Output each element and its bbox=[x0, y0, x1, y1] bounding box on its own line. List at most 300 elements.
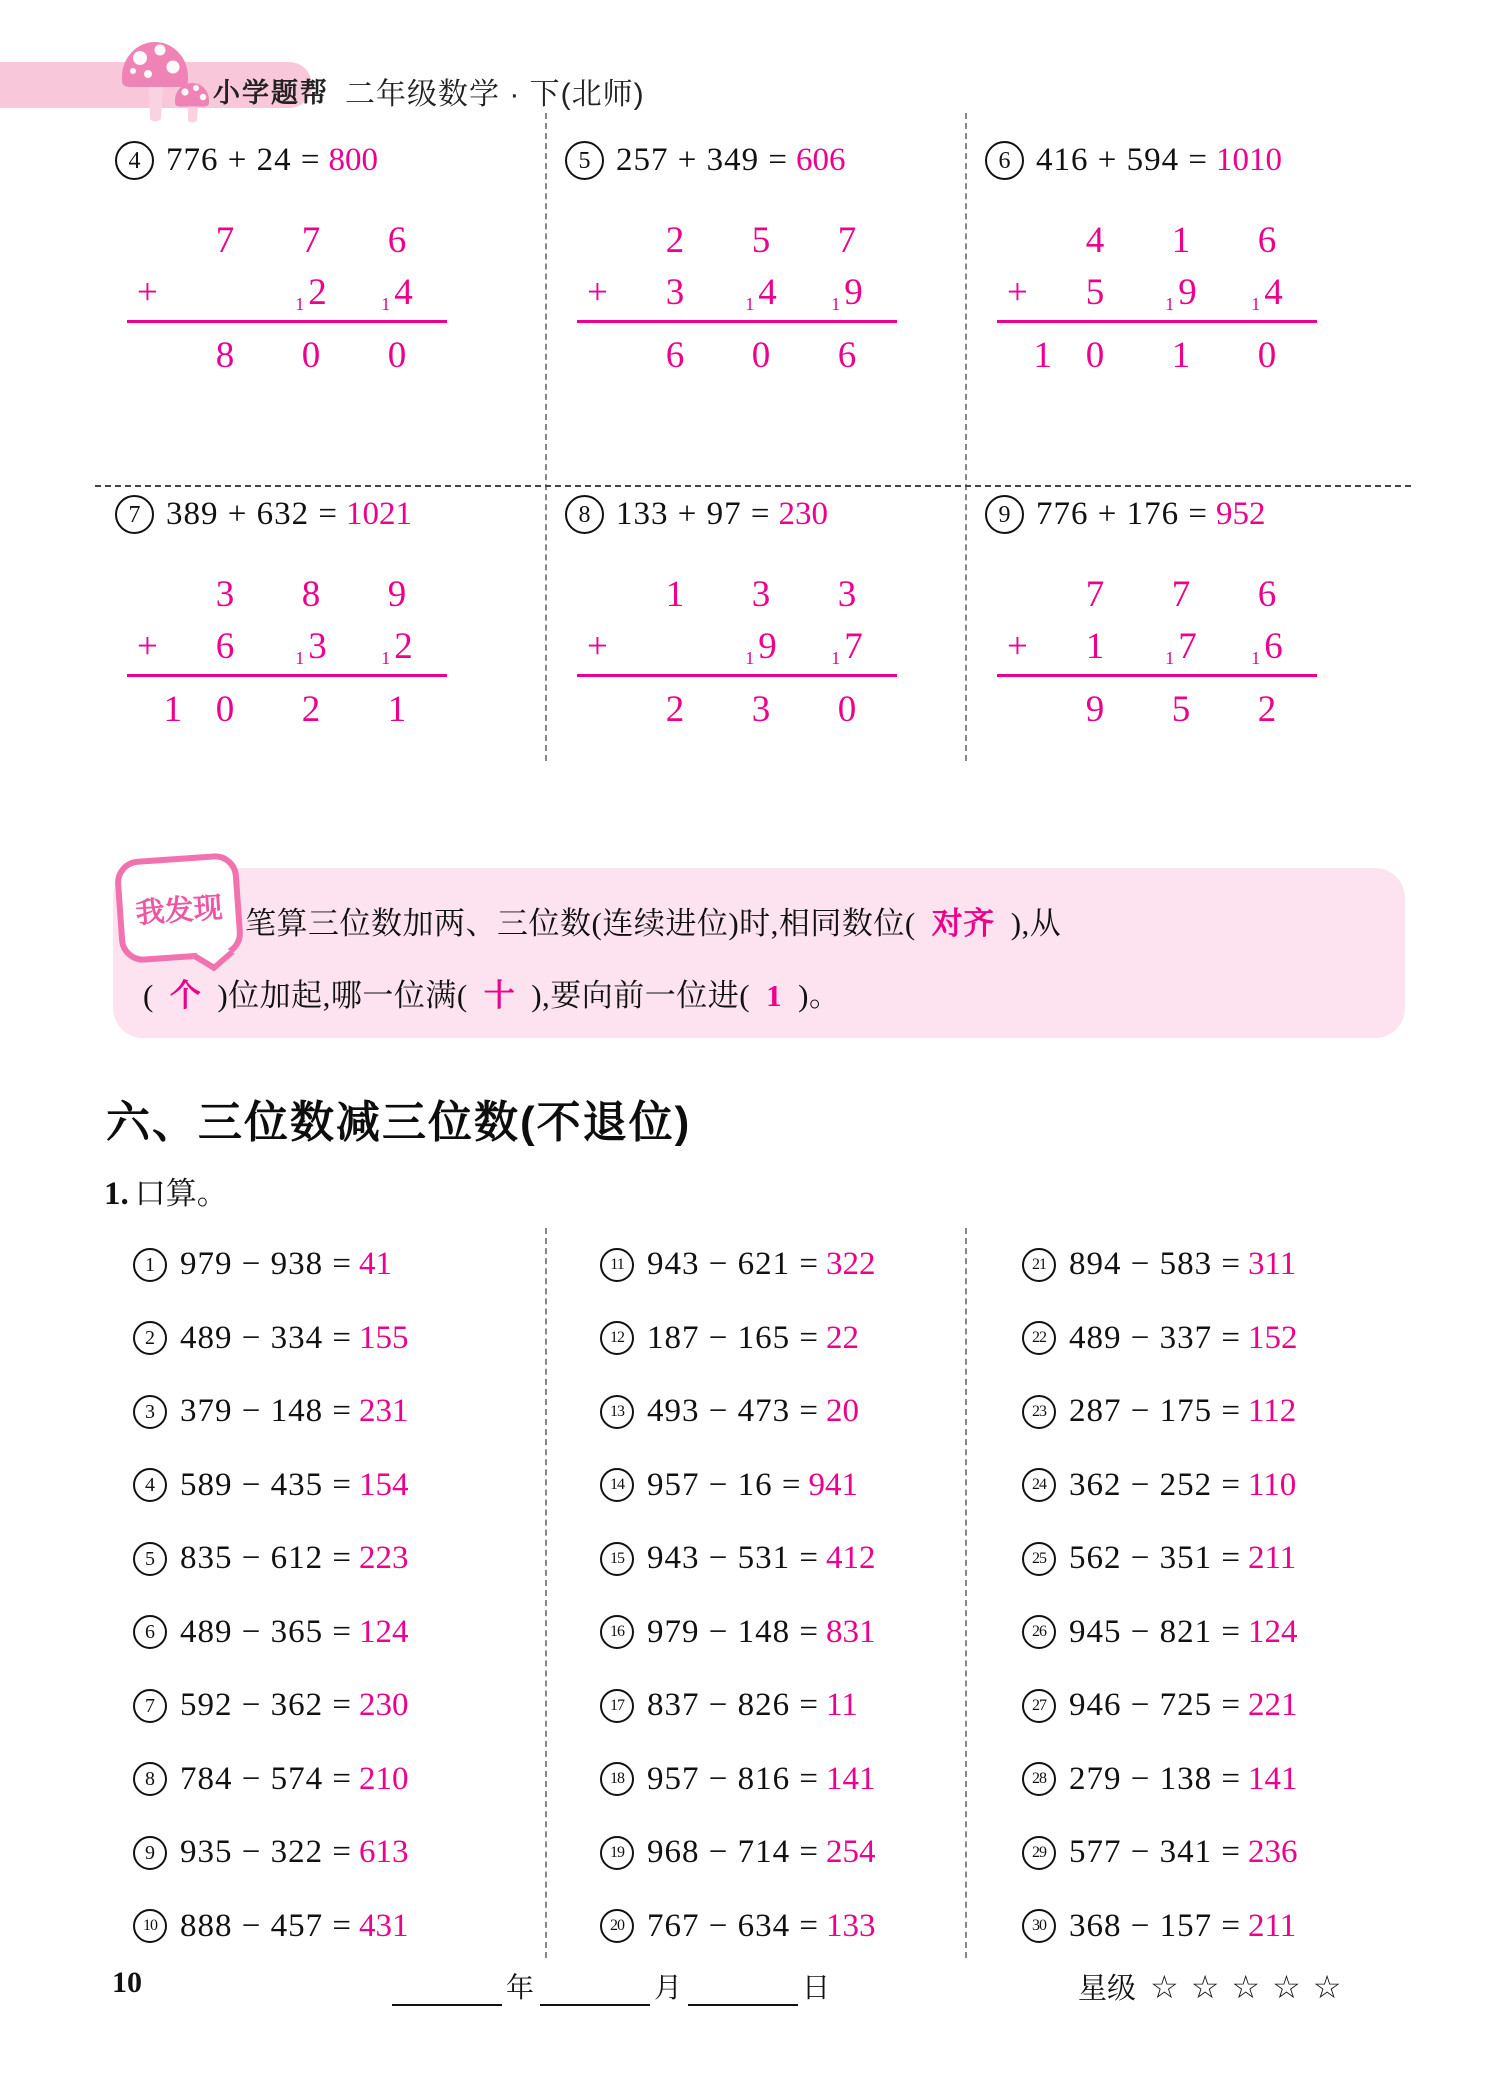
vertical-addition-problem bbox=[115, 495, 553, 865]
addend2-cell bbox=[632, 273, 718, 314]
addition-answer: 1010 bbox=[1215, 142, 1282, 178]
carry-digit: 1 bbox=[381, 294, 391, 315]
page-number: 10 bbox=[112, 1966, 142, 1999]
addend2-cell bbox=[182, 627, 268, 668]
addend2-cell bbox=[718, 273, 804, 314]
addend2-digit: 5 bbox=[1085, 272, 1105, 314]
plus-sign: + bbox=[1007, 272, 1028, 314]
addition-expression: 389 + 632 = bbox=[166, 496, 338, 532]
result-digit: 1 bbox=[1171, 335, 1191, 377]
addend1-row bbox=[997, 564, 1327, 616]
addend2-cell bbox=[268, 627, 354, 668]
fill-in-answer: 十 bbox=[483, 978, 516, 1013]
date-char-year: 年 bbox=[506, 1972, 535, 2003]
addend1-row bbox=[577, 210, 907, 262]
mushroom-logo-icon bbox=[116, 36, 220, 124]
oral-problem bbox=[1022, 1596, 1468, 1670]
addend1-row bbox=[127, 564, 457, 616]
problem-expression: 943 − 531 = bbox=[647, 1540, 819, 1577]
oral-problem bbox=[133, 1522, 583, 1596]
result-digit: 3 bbox=[751, 689, 771, 731]
addition-expression: 776 + 176 = bbox=[1036, 496, 1208, 532]
addend2-cell bbox=[1224, 273, 1310, 314]
circled-number: 5 bbox=[565, 141, 604, 180]
carry-digit: 1 bbox=[1251, 294, 1261, 315]
oral-problem bbox=[1022, 1816, 1468, 1890]
problem-expression: 837 − 826 = bbox=[647, 1687, 819, 1724]
star-icons[interactable]: ☆☆☆☆☆ bbox=[1150, 1968, 1354, 2005]
book-title: 二年级数学 · 下(北师) bbox=[345, 78, 645, 111]
addend2-cell bbox=[804, 273, 890, 314]
circled-number: 9 bbox=[985, 495, 1024, 534]
problem-answer: 152 bbox=[1247, 1319, 1298, 1356]
oral-problem bbox=[600, 1596, 1020, 1670]
addend2-cell bbox=[354, 273, 440, 314]
addend1-digit: 1 bbox=[1171, 220, 1191, 262]
addend2-row bbox=[997, 616, 1327, 668]
problem-expression: 379 − 148 = bbox=[180, 1393, 352, 1430]
result-digit: 8 bbox=[215, 335, 235, 377]
addend1-digit: 4 bbox=[1085, 220, 1105, 262]
problem-answer: 221 bbox=[1247, 1687, 1298, 1724]
oral-problem bbox=[1022, 1228, 1468, 1302]
addend2-cell bbox=[1052, 273, 1138, 314]
oral-problem bbox=[133, 1816, 583, 1890]
carry-digit: 1 bbox=[295, 648, 305, 669]
vertical-addition-problem bbox=[985, 141, 1423, 511]
circled-number: 21 bbox=[1022, 1248, 1056, 1282]
section-title: 六、三位数减三位数(不退位) bbox=[106, 1098, 692, 1147]
oral-column-2 bbox=[545, 1228, 1020, 1963]
oral-problem bbox=[133, 1449, 583, 1523]
oral-problem bbox=[1022, 1890, 1468, 1964]
fill-in-answer: 1 bbox=[766, 978, 783, 1013]
problem-answer: 112 bbox=[1247, 1393, 1297, 1430]
problem-expression: 767 − 634 = bbox=[647, 1907, 819, 1944]
circled-number: 14 bbox=[600, 1468, 634, 1502]
problem-answer: 210 bbox=[358, 1760, 409, 1797]
discover-text: )位加起,哪一位满( bbox=[217, 978, 468, 1013]
problem-expression: 592 − 362 = bbox=[180, 1687, 352, 1724]
oral-problem bbox=[133, 1669, 583, 1743]
addend1-digit: 7 bbox=[301, 220, 321, 262]
addend2-cell bbox=[804, 627, 890, 668]
oral-problem bbox=[600, 1228, 1020, 1302]
result-row bbox=[997, 325, 1327, 377]
addend2-digit: 4 bbox=[758, 272, 777, 314]
problem-answer: 141 bbox=[825, 1760, 876, 1797]
addend2-cell bbox=[1138, 273, 1224, 314]
circled-number: 27 bbox=[1022, 1689, 1056, 1723]
problem-expression: 979 − 148 = bbox=[647, 1613, 819, 1650]
circled-number: 7 bbox=[115, 495, 154, 534]
addend2-digit: 2 bbox=[394, 626, 413, 668]
addend2-digit: 7 bbox=[844, 626, 863, 668]
problem-answer: 141 bbox=[1247, 1760, 1298, 1797]
date-blank-day[interactable] bbox=[688, 1974, 798, 2006]
result-digit: 0 bbox=[387, 335, 407, 377]
problem-answer: 254 bbox=[825, 1834, 876, 1871]
vertical-addition-problem bbox=[985, 495, 1423, 865]
addend2-digit: 3 bbox=[665, 272, 685, 314]
problem-answer: 412 bbox=[825, 1540, 876, 1577]
circled-number: 6 bbox=[133, 1615, 167, 1649]
date-blank-year[interactable] bbox=[392, 1974, 502, 2006]
carry-digit: 1 bbox=[831, 648, 841, 669]
oral-problem bbox=[133, 1596, 583, 1670]
result-row bbox=[577, 325, 907, 377]
circled-number: 8 bbox=[565, 495, 604, 534]
problem-answer: 20 bbox=[825, 1393, 859, 1430]
column-work bbox=[127, 564, 457, 731]
problem-expression: 489 − 337 = bbox=[1069, 1319, 1241, 1356]
subsection-label: 口算。 bbox=[134, 1176, 228, 1211]
problem-answer: 155 bbox=[358, 1319, 409, 1356]
vertical-addition-problem bbox=[565, 141, 1003, 511]
problem-expression: 979 − 938 = bbox=[180, 1246, 352, 1283]
addend2-cell bbox=[1138, 627, 1224, 668]
oral-problem bbox=[1022, 1375, 1468, 1449]
circled-number: 15 bbox=[600, 1542, 634, 1576]
date-blank-month[interactable] bbox=[540, 1974, 650, 2006]
addend2-row bbox=[997, 262, 1327, 314]
sum-rule bbox=[127, 320, 447, 323]
problem-expression: 489 − 334 = bbox=[180, 1319, 352, 1356]
addition-equation bbox=[565, 141, 1003, 180]
problem-expression: 287 − 175 = bbox=[1069, 1393, 1241, 1430]
plus-sign: + bbox=[137, 272, 158, 314]
circled-number: 18 bbox=[600, 1762, 634, 1796]
addend1-digit: 7 bbox=[1085, 574, 1105, 616]
discover-line-2 bbox=[143, 970, 840, 1015]
addend1-row bbox=[997, 210, 1327, 262]
star-rating-label: 星级 bbox=[1078, 1973, 1137, 2005]
circled-number: 8 bbox=[133, 1762, 167, 1796]
vertical-addition-grid bbox=[95, 113, 1411, 769]
problem-expression: 943 − 621 = bbox=[647, 1246, 819, 1283]
discover-bubble bbox=[114, 852, 245, 964]
addend1-row bbox=[127, 210, 457, 262]
oral-problem bbox=[600, 1302, 1020, 1376]
circled-number: 3 bbox=[133, 1395, 167, 1429]
result-row bbox=[127, 325, 457, 377]
problem-answer: 41 bbox=[358, 1246, 392, 1283]
column-work bbox=[997, 564, 1327, 731]
problem-expression: 368 − 157 = bbox=[1069, 1907, 1241, 1944]
circled-number: 6 bbox=[985, 141, 1024, 180]
circled-number: 23 bbox=[1022, 1395, 1056, 1429]
problem-answer: 236 bbox=[1247, 1834, 1298, 1871]
result-digit: 6 bbox=[665, 335, 685, 377]
addition-equation bbox=[115, 141, 553, 180]
problem-expression: 362 − 252 = bbox=[1069, 1466, 1241, 1503]
column-work bbox=[997, 210, 1327, 377]
addend2-digit: 9 bbox=[1178, 272, 1197, 314]
vertical-addition-problem bbox=[115, 141, 553, 511]
oral-problem bbox=[133, 1302, 583, 1376]
addend2-row bbox=[577, 616, 907, 668]
circled-number: 9 bbox=[133, 1836, 167, 1870]
discover-text: ),要向前一位进( bbox=[531, 978, 751, 1013]
carry-digit: 1 bbox=[295, 294, 305, 315]
addition-answer: 1021 bbox=[345, 496, 412, 532]
oral-problem bbox=[600, 1743, 1020, 1817]
circled-number: 1 bbox=[133, 1248, 167, 1282]
oral-problem bbox=[133, 1890, 583, 1964]
problem-answer: 124 bbox=[358, 1613, 409, 1650]
problem-answer: 941 bbox=[808, 1466, 858, 1503]
problem-expression: 493 − 473 = bbox=[647, 1393, 819, 1430]
circled-number: 10 bbox=[133, 1909, 167, 1943]
problem-expression: 945 − 821 = bbox=[1069, 1613, 1241, 1650]
addend1-digit: 6 bbox=[387, 220, 407, 262]
addend2-cell bbox=[354, 627, 440, 668]
discover-text: ),从 bbox=[1010, 906, 1062, 941]
date-char-day: 日 bbox=[802, 1972, 831, 2003]
sum-rule bbox=[577, 674, 897, 677]
circled-number: 30 bbox=[1022, 1909, 1056, 1943]
oral-problem bbox=[1022, 1302, 1468, 1376]
carry-digit: 1 bbox=[831, 294, 841, 315]
column-work bbox=[577, 210, 907, 377]
addend2-cell bbox=[1052, 627, 1138, 668]
oral-problem bbox=[133, 1375, 583, 1449]
addend1-digit: 9 bbox=[387, 574, 407, 616]
addend2-cell bbox=[1224, 627, 1310, 668]
problem-expression: 489 − 365 = bbox=[180, 1613, 352, 1650]
star-rating bbox=[1078, 1966, 1353, 2007]
oral-column-3 bbox=[965, 1228, 1468, 1963]
oral-problem bbox=[600, 1449, 1020, 1523]
circled-number: 24 bbox=[1022, 1468, 1056, 1502]
circled-number: 17 bbox=[600, 1689, 634, 1723]
problem-answer: 124 bbox=[1247, 1613, 1298, 1650]
column-work bbox=[577, 564, 907, 731]
problem-answer: 223 bbox=[358, 1540, 409, 1577]
carry-digit: 1 bbox=[381, 648, 391, 669]
circled-number: 12 bbox=[600, 1321, 634, 1355]
problem-answer: 211 bbox=[1247, 1540, 1297, 1577]
addition-answer: 800 bbox=[328, 142, 378, 178]
circled-number: 25 bbox=[1022, 1542, 1056, 1576]
date-line bbox=[392, 1966, 836, 2006]
circled-number: 5 bbox=[133, 1542, 167, 1576]
oral-problem bbox=[600, 1890, 1020, 1964]
result-digit: 6 bbox=[837, 335, 857, 377]
sum-rule bbox=[997, 674, 1317, 677]
problem-expression: 935 − 322 = bbox=[180, 1834, 352, 1871]
discover-label: 我发现 bbox=[134, 891, 224, 930]
result-digit: 1 bbox=[387, 689, 407, 731]
sum-rule bbox=[577, 320, 897, 323]
addend2-row bbox=[127, 262, 457, 314]
addend1-digit: 7 bbox=[215, 220, 235, 262]
problem-expression: 562 − 351 = bbox=[1069, 1540, 1241, 1577]
problem-expression: 577 − 341 = bbox=[1069, 1834, 1241, 1871]
circled-number: 22 bbox=[1022, 1321, 1056, 1355]
addend2-row bbox=[577, 262, 907, 314]
carry-digit: 1 bbox=[745, 648, 755, 669]
carry-digit: 1 bbox=[1165, 294, 1175, 315]
addition-equation bbox=[985, 495, 1423, 534]
result-digit: 0 bbox=[215, 689, 235, 731]
result-row bbox=[127, 679, 457, 731]
addend2-row bbox=[127, 616, 457, 668]
result-digit: 0 bbox=[837, 689, 857, 731]
problem-answer: 311 bbox=[1247, 1246, 1297, 1283]
oral-problem bbox=[1022, 1449, 1468, 1523]
problem-answer: 613 bbox=[358, 1834, 409, 1871]
result-digit: 2 bbox=[301, 689, 321, 731]
problem-expression: 589 − 435 = bbox=[180, 1466, 352, 1503]
oral-problem bbox=[600, 1375, 1020, 1449]
addend1-row bbox=[577, 564, 907, 616]
result-row bbox=[577, 679, 907, 731]
addend2-digit: 9 bbox=[844, 272, 863, 314]
addition-expression: 133 + 97 = bbox=[616, 496, 771, 532]
oral-problems-grid bbox=[95, 1228, 1411, 1966]
problem-answer: 110 bbox=[1247, 1466, 1297, 1503]
problem-answer: 133 bbox=[825, 1907, 876, 1944]
addition-expression: 257 + 349 = bbox=[616, 142, 788, 178]
circled-number: 4 bbox=[133, 1468, 167, 1502]
addend1-digit: 6 bbox=[1257, 574, 1277, 616]
problem-expression: 279 − 138 = bbox=[1069, 1760, 1241, 1797]
discover-text: ( bbox=[143, 978, 154, 1013]
result-digit: 2 bbox=[665, 689, 685, 731]
addend2-digit: 4 bbox=[394, 272, 413, 314]
problem-answer: 831 bbox=[825, 1613, 876, 1650]
problem-answer: 231 bbox=[358, 1393, 409, 1430]
addend1-digit: 5 bbox=[751, 220, 771, 262]
addition-answer: 606 bbox=[795, 142, 846, 178]
addition-expression: 416 + 594 = bbox=[1036, 142, 1208, 178]
circled-number: 13 bbox=[600, 1395, 634, 1429]
problem-answer: 431 bbox=[358, 1907, 409, 1944]
problem-expression: 187 − 165 = bbox=[647, 1319, 819, 1356]
result-digit: 2 bbox=[1257, 689, 1277, 731]
addition-answer: 230 bbox=[778, 496, 828, 532]
discover-line-1 bbox=[245, 898, 1061, 943]
subsection-heading bbox=[104, 1168, 228, 1213]
problem-expression: 835 − 612 = bbox=[180, 1540, 352, 1577]
addend1-digit: 1 bbox=[665, 574, 685, 616]
addend2-digit: 7 bbox=[1178, 626, 1197, 668]
problem-answer: 11 bbox=[825, 1687, 858, 1724]
result-digit: 5 bbox=[1171, 689, 1191, 731]
oral-problem bbox=[600, 1522, 1020, 1596]
result-digit: 9 bbox=[1085, 689, 1105, 731]
addition-equation bbox=[565, 495, 1003, 534]
discover-text: 笔算三位数加两、三位数(连续进位)时,相同数位( bbox=[245, 906, 916, 941]
plus-sign: + bbox=[587, 272, 608, 314]
result-digit: 0 bbox=[1257, 335, 1277, 377]
problem-answer: 22 bbox=[825, 1319, 859, 1356]
result-row bbox=[997, 679, 1327, 731]
vertical-addition-problem bbox=[565, 495, 1003, 865]
problem-expression: 946 − 725 = bbox=[1069, 1687, 1241, 1724]
addend2-cell bbox=[268, 273, 354, 314]
plus-sign: + bbox=[137, 626, 158, 668]
addend1-digit: 7 bbox=[837, 220, 857, 262]
fill-in-answer: 个 bbox=[169, 978, 202, 1013]
circled-number: 26 bbox=[1022, 1615, 1056, 1649]
addend2-digit: 1 bbox=[1085, 626, 1105, 668]
addend1-digit: 6 bbox=[1257, 220, 1277, 262]
discover-text: )。 bbox=[798, 978, 841, 1013]
result-digit: 0 bbox=[751, 335, 771, 377]
problem-answer: 230 bbox=[358, 1687, 409, 1724]
addend1-digit: 8 bbox=[301, 574, 321, 616]
addend2-cell bbox=[718, 627, 804, 668]
addition-equation bbox=[115, 495, 553, 534]
addition-answer: 952 bbox=[1215, 496, 1266, 532]
problem-expression: 957 − 16 = bbox=[647, 1466, 802, 1503]
oral-column-1 bbox=[95, 1228, 583, 1963]
circled-number: 29 bbox=[1022, 1836, 1056, 1870]
plus-sign: + bbox=[1007, 626, 1028, 668]
sum-rule bbox=[997, 320, 1317, 323]
addend2-digit: 9 bbox=[758, 626, 777, 668]
addend2-digit: 2 bbox=[308, 272, 327, 314]
problem-expression: 888 − 457 = bbox=[180, 1907, 352, 1944]
fill-in-answer: 对齐 bbox=[931, 906, 995, 941]
addend1-digit: 2 bbox=[665, 220, 685, 262]
addend2-digit: 6 bbox=[215, 626, 235, 668]
addend1-digit: 3 bbox=[837, 574, 857, 616]
discover-callout bbox=[113, 868, 1405, 1038]
addend1-digit: 3 bbox=[215, 574, 235, 616]
date-char-month: 月 bbox=[654, 1972, 683, 2003]
addend2-digit: 6 bbox=[1264, 626, 1283, 668]
series-badge: 小学题帮 bbox=[213, 78, 329, 108]
circled-number: 7 bbox=[133, 1689, 167, 1723]
circled-number: 19 bbox=[600, 1836, 634, 1870]
problem-answer: 322 bbox=[825, 1246, 876, 1283]
circled-number: 4 bbox=[115, 141, 154, 180]
result-digit: 0 bbox=[301, 335, 321, 377]
oral-problem bbox=[600, 1816, 1020, 1890]
circled-number: 16 bbox=[600, 1615, 634, 1649]
circled-number: 28 bbox=[1022, 1762, 1056, 1796]
circled-number: 20 bbox=[600, 1909, 634, 1943]
oral-problem bbox=[1022, 1522, 1468, 1596]
problem-expression: 784 − 574 = bbox=[180, 1760, 352, 1797]
oral-problem bbox=[1022, 1743, 1468, 1817]
result-digit: 0 bbox=[1085, 335, 1105, 377]
result-digit: 1 bbox=[1033, 335, 1052, 377]
circled-number: 11 bbox=[600, 1248, 634, 1282]
problem-expression: 968 − 714 = bbox=[647, 1834, 819, 1871]
result-digit: 1 bbox=[163, 689, 182, 731]
circled-number: 2 bbox=[133, 1321, 167, 1355]
oral-problem bbox=[1022, 1669, 1468, 1743]
problem-expression: 894 − 583 = bbox=[1069, 1246, 1241, 1283]
addend1-digit: 3 bbox=[751, 574, 771, 616]
column-work bbox=[127, 210, 457, 377]
oral-problem bbox=[133, 1743, 583, 1817]
carry-digit: 1 bbox=[1165, 648, 1175, 669]
problem-answer: 154 bbox=[358, 1466, 409, 1503]
addend2-digit: 3 bbox=[308, 626, 327, 668]
plus-sign: + bbox=[587, 626, 608, 668]
carry-digit: 1 bbox=[1251, 648, 1261, 669]
addition-expression: 776 + 24 = bbox=[166, 142, 321, 178]
oral-problem bbox=[600, 1669, 1020, 1743]
problem-answer: 211 bbox=[1247, 1907, 1297, 1944]
oral-problem bbox=[133, 1228, 583, 1302]
addition-equation bbox=[985, 141, 1423, 180]
